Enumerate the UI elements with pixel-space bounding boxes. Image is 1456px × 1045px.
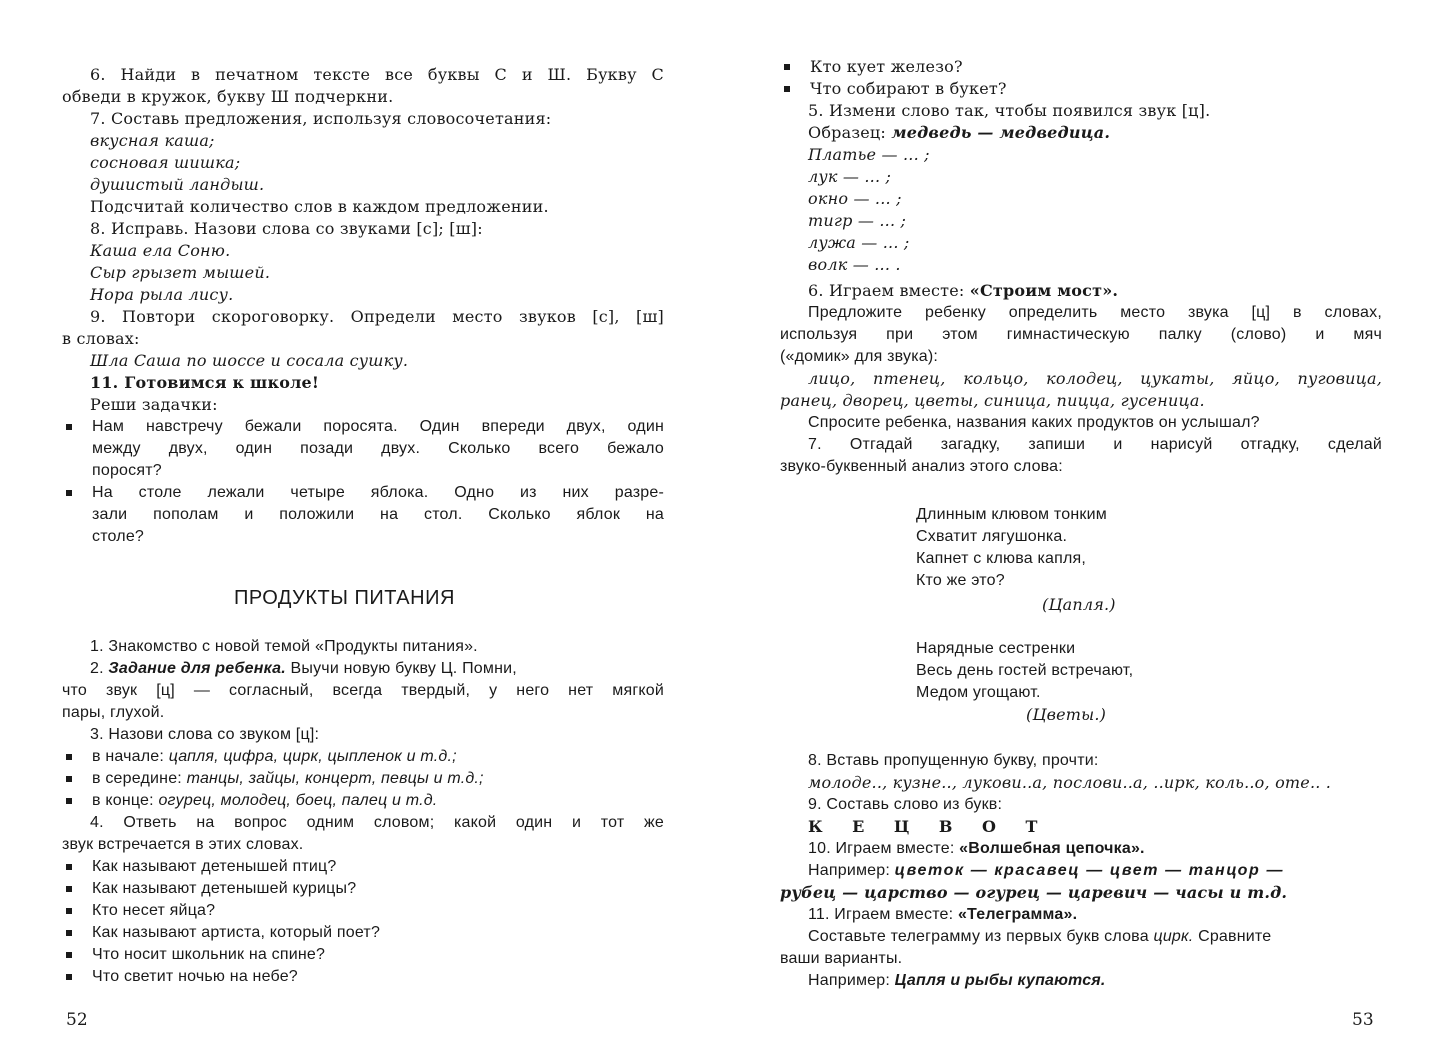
text-line: Что носит школьник на спине? bbox=[92, 946, 326, 963]
text-line: тигр — ... ; bbox=[808, 211, 907, 230]
text-line: Сыр грызет мышей. bbox=[90, 263, 271, 282]
text-line bbox=[92, 768, 664, 790]
text-line: Нора рыла лису. bbox=[90, 285, 234, 304]
riddle-line: Схватит лягушонка. bbox=[916, 528, 1068, 545]
text-line: рубец — царство — огурец — царевич — часы и т.д. bbox=[780, 883, 1288, 902]
item-number: 2. bbox=[90, 660, 104, 677]
text-line: 6. Найди в печатном тексте все буквы С и Ш. Букву С bbox=[90, 65, 664, 84]
riddle-line: Медом угощают. bbox=[916, 684, 1041, 701]
text-line: обведи в кружок, букву Ш подчеркни. bbox=[62, 87, 394, 106]
text-line: сосновая шишка; bbox=[90, 153, 241, 172]
text-line: 9. Повтори скороговорку. Определи место звуков [с], [ш] bbox=[90, 307, 664, 326]
text-line: 5. Измени слово так, чтобы появился звук [ц]. bbox=[808, 101, 1211, 120]
game-title: «Строим мост». bbox=[969, 281, 1119, 300]
text-line: пары, глухой. bbox=[62, 704, 165, 721]
text-line: Кто несет яйца? bbox=[92, 902, 216, 919]
text-line: 8. Вставь пропущенную букву, прочти: bbox=[808, 752, 1099, 769]
text-line: Реши задачки: bbox=[90, 395, 218, 414]
section-heading: ПРОДУКТЫ ПИТАНИЯ bbox=[234, 587, 455, 609]
text-line: Как называют детенышей курицы? bbox=[92, 880, 357, 897]
bullet-icon bbox=[66, 424, 72, 430]
item-text: огурец, молодец, боец, палец и т.д. bbox=[158, 792, 438, 809]
text-line bbox=[780, 970, 1410, 992]
bullet-icon bbox=[66, 952, 72, 958]
text-line: Что собирают в букет? bbox=[810, 79, 1007, 98]
item-text: танцы, зайцы, концерт, певцы и т.д.; bbox=[186, 770, 484, 787]
text-line bbox=[780, 838, 1410, 860]
text-line: молоде.., кузне.., лукови..а, послови..а, ..ирк, коль..о, оте.. . bbox=[808, 773, 1332, 792]
text-line: Как называют артиста, который поет? bbox=[92, 924, 381, 941]
bullet-icon bbox=[66, 886, 72, 892]
text-line: 9. Составь слово из букв: bbox=[808, 796, 1003, 813]
text-line: Нам навстречу бежали поросята. Один впереди двух, один bbox=[92, 418, 664, 435]
riddle-line: Длинным клювом тонким bbox=[916, 506, 1107, 523]
text-line: лицо, птенец, кольцо, колодец, цукаты, яйцо, пуговица, bbox=[808, 369, 1382, 388]
riddle-line: Капнет с клюва капля, bbox=[916, 550, 1087, 567]
emphasis-text: цирк. bbox=[1153, 928, 1194, 945]
text-line: между двух, один позади двух. Сколько всего бежало bbox=[92, 440, 664, 457]
text-line: в словах: bbox=[62, 329, 140, 348]
text-line: ранец, дворец, цветы, синица, пицца, гусеница. bbox=[780, 391, 1205, 410]
bullet-icon bbox=[66, 908, 72, 914]
text-line: окно — ... ; bbox=[808, 189, 902, 208]
item-label: в середине: bbox=[92, 770, 182, 787]
text-line: 1. Знакомство с новой темой «Продукты питания». bbox=[90, 638, 478, 655]
text-line bbox=[92, 746, 664, 768]
bullet-icon bbox=[66, 798, 72, 804]
emphasis-text: медведь — медведица. bbox=[891, 123, 1111, 142]
text-line: 4. Ответь на вопрос одним словом; какой один и тот же bbox=[90, 814, 664, 831]
riddle-line: Кто же это? bbox=[916, 572, 1005, 589]
item-label: Образец: bbox=[808, 123, 887, 142]
text-line: Спросите ребенка, названия каких продуктов он услышал? bbox=[808, 414, 1260, 431]
text-line: («домик» для звука): bbox=[780, 348, 939, 365]
item-text: Выучи новую букву Ц. Помни, bbox=[290, 660, 517, 677]
text-line: звуко-буквенный анализ этого слова: bbox=[780, 458, 1063, 475]
text-line: лук — ... ; bbox=[808, 167, 892, 186]
bullet-icon bbox=[66, 864, 72, 870]
text-line bbox=[780, 926, 1410, 948]
game-title: «Волшебная цепочка». bbox=[959, 840, 1145, 857]
page-number: 53 bbox=[1352, 1010, 1374, 1030]
text-line bbox=[62, 658, 692, 680]
text-line: столе? bbox=[92, 528, 145, 545]
text-line: что звук [ц] — согласный, всегда твердый, у него нет мягкой bbox=[62, 682, 664, 699]
text-line: лужа — ... ; bbox=[808, 233, 910, 252]
game-title: «Телеграмма». bbox=[957, 906, 1078, 923]
text-line: ваши варианты. bbox=[780, 950, 903, 967]
text-line bbox=[780, 122, 1410, 144]
bullet-icon bbox=[784, 64, 790, 70]
emphasis-text: цветок — красавец — цвет — танцор — bbox=[894, 862, 1285, 879]
riddle-answer: (Цапля.) bbox=[1042, 595, 1116, 614]
text-line bbox=[92, 790, 664, 812]
text-line: Платье — ... ; bbox=[808, 145, 930, 164]
page-number: 52 bbox=[66, 1010, 88, 1030]
text-line: 3. Назови слова со звуком [ц]: bbox=[90, 726, 320, 743]
text-line: Кто кует железо? bbox=[810, 57, 963, 76]
item-text: цапля, цифра, цирк, цыпленок и т.д.; bbox=[168, 748, 457, 765]
bullet-icon bbox=[66, 490, 72, 496]
letter-set: К Е Ц В О Т bbox=[808, 817, 1050, 836]
bullet-icon bbox=[784, 86, 790, 92]
text-line: Предложите ребенку определить место звука [ц] в словах, bbox=[808, 304, 1382, 321]
text-line: душистый ландыш. bbox=[90, 175, 265, 194]
bullet-icon bbox=[66, 754, 72, 760]
text-line: 7. Составь предложения, используя словосочетания: bbox=[90, 109, 552, 128]
bullet-icon bbox=[66, 974, 72, 980]
text-line: вкусная каша; bbox=[90, 131, 215, 150]
text-line bbox=[780, 904, 1410, 926]
text-line: 11. Готовимся к школе! bbox=[90, 373, 320, 392]
item-label: Например: bbox=[808, 862, 890, 879]
text-line: используя при этом гимнастическую палку (слово) и мяч bbox=[780, 326, 1382, 343]
riddle-answer: (Цветы.) bbox=[1026, 705, 1107, 724]
item-label: в начале: bbox=[92, 748, 165, 765]
text-line bbox=[780, 860, 1382, 882]
text-line: зали пополам и положили на стол. Сколько яблок на bbox=[92, 506, 664, 523]
bullet-icon bbox=[66, 930, 72, 936]
item-label: 10. Играем вместе: bbox=[808, 840, 955, 857]
text-line bbox=[780, 280, 1410, 302]
text-line: Что светит ночью на небе? bbox=[92, 968, 298, 985]
item-text: Составьте телеграмму из первых букв слова bbox=[808, 928, 1149, 945]
bullet-icon bbox=[66, 776, 72, 782]
item-label: 6. Играем вместе: bbox=[808, 281, 965, 300]
emphasis-text: Цапля и рыбы купаются. bbox=[894, 972, 1106, 989]
text-line: волк — ... . bbox=[808, 255, 901, 274]
emphasis-text: Задание для ребенка. bbox=[108, 660, 286, 677]
item-label: Например: bbox=[808, 972, 890, 989]
item-label: в конце: bbox=[92, 792, 154, 809]
text-line: Шла Саша по шоссе и сосала сушку. bbox=[90, 351, 409, 370]
text-line: 8. Исправь. Назови слова со звуками [с]; [ш]: bbox=[90, 219, 483, 238]
item-label: 11. Играем вместе: bbox=[808, 906, 954, 923]
riddle-line: Весь день гостей встречают, bbox=[916, 662, 1134, 679]
text-line: поросят? bbox=[92, 462, 162, 479]
text-line: звук встречается в этих словах. bbox=[62, 836, 304, 853]
text-line: На столе лежали четыре яблока. Одно из них разре- bbox=[92, 484, 664, 501]
text-line: Каша ела Соню. bbox=[90, 241, 231, 260]
text-line: 7. Отгадай загадку, запиши и нарисуй отгадку, сделай bbox=[808, 436, 1382, 453]
riddle-line: Нарядные сестренки bbox=[916, 640, 1076, 657]
text-line: Как называют детенышей птиц? bbox=[92, 858, 337, 875]
text-line: Подсчитай количество слов в каждом предложении. bbox=[90, 197, 549, 216]
item-text: Сравните bbox=[1198, 928, 1272, 945]
